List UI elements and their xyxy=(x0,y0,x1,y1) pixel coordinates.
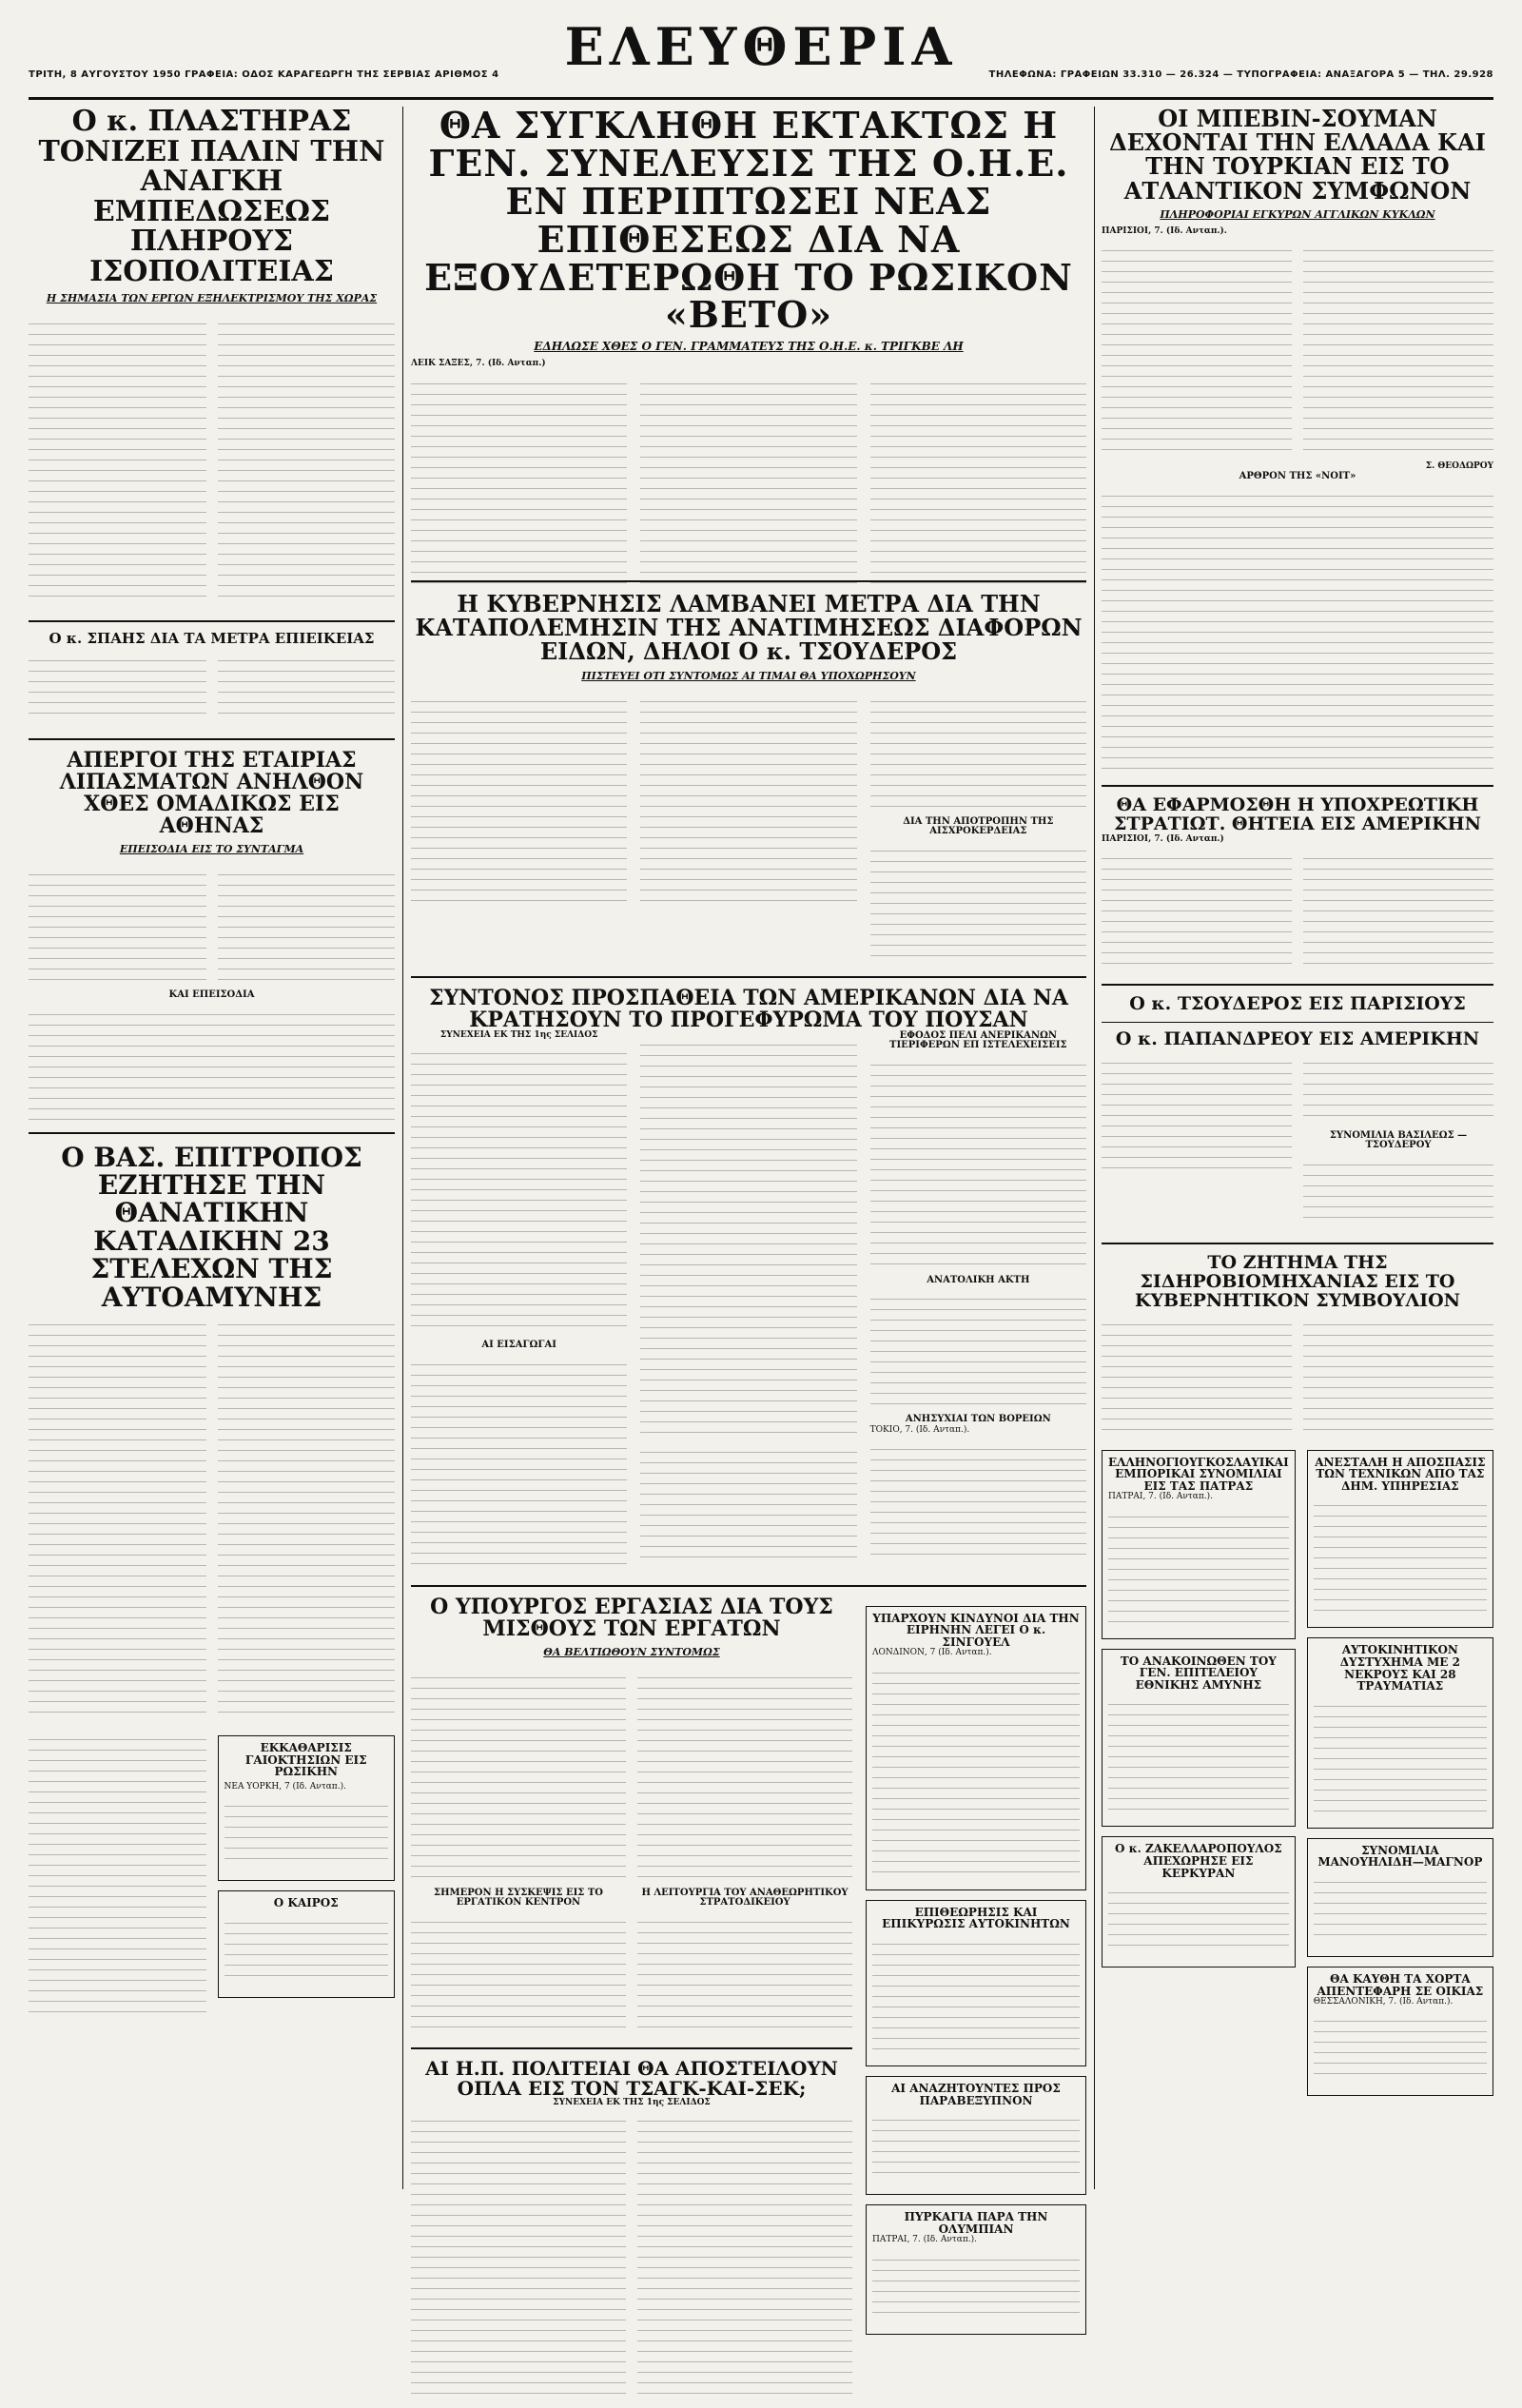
box-arrest: ΑΙ ΑΝΑΖΗΤΟΥΝΤΕΣ ΠΡΟΣ ΠΑΡΑΒΕΞΥΠΝΟΝ xyxy=(866,2076,1086,2195)
box-fire-olympia: ΠΥΡΚΑΓΙΑ ΠΑΡΑ ΤΗΝ ΟΛΥΜΠΙΑΝ ΠΑΤΡΑΙ, 7. (Ιδ. Ανταπ.). xyxy=(866,2204,1086,2334)
mini-assault: ΕΦΟΔΟΣ ΠΕΛΙ ΑΝΕΡΙΚΑΝΩΝ ΤΙΕΡΙΦΕΡΩΝ ΕΠ ΙΣΤΕΛΕΧΕΙΣΕΙΣ xyxy=(889,1029,1067,1051)
headline-chiang: ΑΙ Η.Π. ΠΟΛΙΤΕΙΑΙ ΘΑ ΑΠΟΣΤΕΙΛΟΥΝ ΟΠΛΑ ΕΙΣ ΤΟΝ ΤΣΑΓΚ-ΚΑΙ-ΣΕΚ; xyxy=(425,2056,838,2100)
masthead-phones: ΤΗΛΕΦΩΝΑ: ΓΡΑΦΕΙΩΝ 33.310 — 26.324 — ΤΥΠΟΓΡΑΦΕΙΑ: ΑΝΑΞΑΓΟΡΑ 5 — ΤΗΛ. 29.928 xyxy=(988,69,1493,80)
box-vehicle-inspection: ΕΠΙΘΕΩΡΗΣΙΣ ΚΑΙ ΕΠΙΚΥΡΩΣΙΣ ΑΥΤΟΚΙΝΗΤΩΝ xyxy=(866,1900,1086,2066)
newspaper-title: ΕΛΕΥΘΕΡΙΑ xyxy=(564,16,958,77)
mini-imports: ΑΙ ΕΙΣΑΓΩΓΑΙ xyxy=(481,1340,556,1351)
box-car-accident: ΑΥΤΟΚΙΝΗΤΙΚΟΝ ΔΥΣΤΥΧΗΜΑ ΜΕ 2 ΝΕΚΡΟΥΣ ΚΑΙ 28 ΤΡΑΥΜΑΤΙΑΣ xyxy=(1307,1637,1493,1828)
headline-conscription: ΘΑ ΕΦΑΡΜΟΣΘΗ Η ΥΠΟΧΡΕΩΤΙΚΗ ΣΤΡΑΤΙΩΤ. ΘΗΤΕΙΑ ΕΙΣ ΑΜΕΡΙΚΗΝ xyxy=(1114,793,1481,834)
headline-spais: Ο κ. ΣΠΑΗΣ ΔΙΑ ΤΑ ΜΕΤΡΑ ΕΠΙΕΙΚΕΙΑΣ xyxy=(49,630,375,647)
box-manouilidis: ΣΥΝΟΜΙΛΙΑ ΜΑΝΟΥΗΛΙΔΗ—ΜΑΓΝΟΡ xyxy=(1307,1838,1493,1957)
subhead-prices: ΠΙΣΤΕΥΕΙ ΟΤΙ ΣΥΝΤΟΜΩΣ ΑΙ ΤΙΜΑΙ ΘΑ ΥΠΟΧΩΡΗΣΟΥΝ xyxy=(581,669,916,682)
box-land-purge: ΕΚΚΑΘΑΡΙΣΙΣ ΓΑΙΟΚΤΗΣΙΩΝ ΕΙΣ ΡΩΣΙΚΗΝ ΝΕΑ ΥΟΡΚΗ, 7 (Ιδ. Ανταπ.). xyxy=(218,1735,396,1881)
masthead xyxy=(29,16,1493,100)
headline-steel-industry: ΤΟ ΖΗΤΗΜΑ ΤΗΣ ΣΙΔΗΡΟΒΙΟΜΗΧΑΝΙΑΣ ΕΙΣ ΤΟ ΚΥΒΕΡΝΗΤΙΚΟΝ ΣΥΜΒΟΥΛΙΟΝ xyxy=(1134,1251,1461,1311)
center-section: Η ΚΥΒΕΡΝΗΣΙΣ ΛΑΜΒΑΝΕΙ ΜΕΤΡΑ ΔΙΑ ΤΗΝ ΚΑΤΑΠΟΛΕΜΗΣΙΝ ΤΗΣ ΑΝΑΤΙΜΗΣΕΩΣ ΔΙΑΦΟΡΩΝ ΕΙΔΩΝ, ΔΗΛΟΙ Ο κ. ΤΣΟΥΔΕΡΟΣ ΠΙΣΤΕΥΕΙ ΟΤΙ ΣΥΝΤΟΜΩΣ ΑΙ ΤΙΜΑΙ ΘΑ ΥΠΟΧΩΡΗΣΟΥΝ ΔΙΑ ΤΗΝ ΑΠΟΤΡΟΠΗΝ ΤΗΣ ΑΙΣΧΡΟΚΕΡΔΕΙΑΣ ΣΥΝΤΟΝΟΣ ΠΡΟΣΠΑΘΕΙΑ ΤΩΝ ΑΜΕΡΙΚΑΝΩΝ ΔΙΑ ΝΑ ΚΡΑΤΗΣΟΥΝ ΤΟ ΠΡΟΓΕΦΥΡΩΜΑ ΤΟΥ ΠΟΥΣΑΝ ΣΥΝΕΧΕΙΑ ΕΚ ΤΗΣ 1ης ΣΕΛΙΔΟΣ ΑΙ ΕΙΣΑΓΩΓΑΙ ΕΦΟΔΟΣ ΠΕΛΙ ΑΝΕΡΙΚΑΝΩΝ ΤΙΕΡΙΦΕΡΩΝ ΕΠ ΙΣΤΕΛΕΧΕΙΣΕΙΣ ΑΝΑΤΟΛΙΚΗ ΑΚΤΗ ΑΝΗΣΥΧΙΑΙ ΤΩΝ ΒΟΡΕΙΩΝ ΤΟΚΙΟ, 7. (Ιδ. Ανταπ.). Ο ΥΠΟΥΡΓΟΣ ΕΡΓΑΣΙΑΣ ΔΙΑ ΤΟΥΣ ΜΙΣΘΟΥΣ ΤΩΝ ΕΡΓΑΤΩΝ ΘΑ ΒΕΛΤΙΩΘΟΥΝ ΣΥΝΤΟΜΩΣ ΣΗΜΕΡΟΝ Η ΣΥΣΚΕΨΙΣ ΕΙΣ ΤΟ ΕΡΓΑΤΙΚΟΝ ΚΕΝΤΡΟΝ Η ΛΕΙΤΟΥΡΓΙΑ ΤΟΥ ΑΝΑΘΕΩΡΗΤΙΚΟΥ ΣΤΡΑΤΟΔΙΚΕΙΟΥ ΑΙ Η.Π. ΠΟΛΙΤΕΙΑΙ ΘΑ ΑΠΟΣΤΕΙΛΟΥΝ ΟΠΛΑ ΕΙΣ ΤΟΝ ΤΣΑΓΚ-ΚΑΙ-ΣΕΚ; ΣΥΝΕΧΕΙΑ ΕΚ ΤΗΣ 1ης ΣΕΛΙΔΟΣ ΥΠΑΡΧΟΥΝ ΚΙΝΔΥΝΟΙ ΔΙΑ ΤΗΝ ΕΙΡΗΝΗΝ ΛΕΓΕΙ Ο κ. ΣΙΝΓΟΥΕΛ ΛΟΝΔΙΝΟΝ, 7 (Ιδ. Ανταπ.). ΕΠΙΘΕΩΡΗΣΙΣ ΚΑΙ ΕΠΙΚΥΡΩΣΙΣ ΑΥΤΟΚΙΝΗΤΩΝ ΑΙ ΑΝΑΖΗΤΟΥΝΤΕΣ ΠΡΟΣ ΠΑΡΑΒΕΞΥΠΝΟΝ ΠΥΡΚΑΓΙΑ ΠΑΡΑ ΤΗΝ ΟΛΥΜΠΙΑΝ ΠΑΤΡΑΙ, 7. (Ιδ. Ανταπ.). xyxy=(411,571,1086,2408)
signature: Σ. ΘΕΟΔΩΡΟΥ xyxy=(1425,461,1493,471)
subhead-trygve-lie: ΕΔΗΛΩΣΕ ΧΘΕΣ Ο ΓΕΝ. ΓΡΑΜΜΑΤΕΥΣ ΤΗΣ Ο.Η.Ε. κ. ΤΡΙΓΚΒΕ ΛΗ xyxy=(534,340,964,354)
box-technicians: ΑΝΕΣΤΑΛΗ Η ΑΠΟΣΠΑΣΙΣ ΤΩΝ ΤΕΧΝΙΚΩΝ ΑΠΟ ΤΑΣ ΔΗΜ. ΥΠΗΡΕΣΙΑΣ xyxy=(1307,1450,1493,1629)
mini-king-talk: ΣΥΝΟΜΙΛΙΑ ΒΑΣΙΛΕΩΣ — ΤΣΟΥΔΕΡΟΥ xyxy=(1329,1129,1468,1151)
right-column: ΟΙ ΜΠΕΒΙΝ-ΣΟΥΜΑΝ ΔΕΧΟΝΤΑΙ ΤΗΝ ΕΛΛΑΔΑ ΚΑΙ ΤΗΝ ΤΟΥΡΚΙΑΝ ΕΙΣ ΤΟ ΑΤΛΑΝΤΙΚΟΝ ΣΥΜΦΩΝΟΝ ΠΛΗΡΟΦΟΡΙΑΙ ΕΓΚΥΡΩΝ ΑΓΓΛΙΚΩΝ ΚΥΚΛΩΝ ΠΑΡΙΣΙΟΙ, 7. (Ιδ. Ανταπ.). Σ. ΘΕΟΔΩΡΟΥ ΑΡΘΡΟΝ ΤΗΣ «ΝΟΙΤ» ΘΑ ΕΦΑΡΜΟΣΘΗ Η ΥΠΟΧΡΕΩΤΙΚΗ ΣΤΡΑΤΙΩΤ. ΘΗΤΕΙΑ ΕΙΣ ΑΜΕΡΙΚΗΝ ΠΑΡΙΣΙΟΙ, 7. (Ιδ. Ανταπ.) Ο κ. ΤΣΟΥΔΕΡΟΣ ΕΙΣ ΠΑΡΙΣΙΟΥΣ Ο κ. ΠΑΠΑΝΔΡΕΟΥ ΕΙΣ ΑΜΕΡΙΚΗΝ ΣΥΝΟΜΙΛΙΑ ΒΑΣΙΛΕΩΣ — ΤΣΟΥΔΕΡΟΥ ΤΟ ΖΗΤΗΜΑ ΤΗΣ ΣΙΔΗΡΟΒΙΟΜΗΧΑΝΙΑΣ ΕΙΣ ΤΟ ΚΥΒΕΡΝΗΤΙΚΟΝ ΣΥΜΒΟΥΛΙΟΝ ΕΛΛΗΝΟΓΙΟΥΓΚΟΣΛΑΥΙΚΑΙ ΕΜΠΟΡΙΚΑΙ ΣΥΝΟΜΙΛΙΑΙ ΕΙΣ ΤΑΣ ΠΑΤΡΑΣ ΠΑΤΡΑΙ, 7. (Ιδ. Ανταπ.). ΤΟ ΑΝΑΚΟΙΝΩΘΕΝ ΤΟΥ ΓΕΝ. ΕΠΙΤΕΛΕΙΟΥ ΕΘΝΙΚΗΣ ΑΜΥΝΗΣ Ο κ. ΖΑΚΕΛΛΑΡΟΠΟΥΛΟΣ ΑΠΕΧΩΡΗΣΕ ΕΙΣ ΚΕΡΚΥΡΑΝ ΑΝΕΣΤΑΛΗ Η ΑΠΟΣΠΑΣΙΣ ΤΩΝ ΤΕΧΝΙΚΩΝ ΑΠΟ ΤΑΣ ΔΗΜ. ΥΠΗΡΕΣΙΑΣ ΑΥΤΟΚΙΝΗΤΙΚΟΝ ΔΥΣΤΥΧΗΜΑ ΜΕ 2 ΝΕΚΡΟΥΣ ΚΑΙ 28 ΤΡΑΥΜΑΤΙΑΣ ΣΥΝΟΜΙΛΙΑ ΜΑΝΟΥΗΛΙΔΗ—ΜΑΓΝΟΡ ΘΑ ΚΑΥΘΗ ΤΑ ΧΟΡΤΑ ΑΠΕΝΤΕΦΑΡΗ ΣΕ ΟΙΚΙΑΣ ΘΕΣΣΑΛΟΝΙΚΗ, 7. (Ιδ. Ανταπ.). xyxy=(1102,107,1493,2189)
mini-incidents: ΚΑΙ ΕΠΕΙΣΟΔΙΑ xyxy=(168,989,255,1001)
left-column xyxy=(29,107,395,2189)
mini-profiteering: ΔΙΑ ΤΗΝ ΑΠΟΤΡΟΠΗΝ ΤΗΣ ΑΙΣΧΡΟΚΕΡΔΕΙΑΣ xyxy=(903,815,1054,837)
subhead-labor: ΘΑ ΒΕΛΤΙΩΘΟΥΝ ΣΥΝΤΟΜΩΣ xyxy=(543,1645,720,1658)
mini-labor-center: ΣΗΜΕΡΟΝ Η ΣΥΣΚΕΨΙΣ ΕΙΣ ΤΟ ΕΡΓΑΤΙΚΟΝ ΚΕΝΤΡΟΝ xyxy=(434,1887,603,1909)
box-thessaloniki: ΘΑ ΚΑΥΘΗ ΤΑ ΧΟΡΤΑ ΑΠΕΝΤΕΦΑΡΗ ΣΕ ΟΙΚΙΑΣ ΘΕΣΣΑΛΟΝΙΚΗ, 7. (Ιδ. Ανταπ.). xyxy=(1307,1967,1493,2096)
subhead-electrification: Η ΣΗΜΑΣΙΑ ΤΩΝ ΕΡΓΩΝ ΕΞΗΛΕΚΤΡΙΣΜΟΥ ΤΗΣ ΧΩΡΑΣ xyxy=(46,292,378,304)
mini-east-coast: ΑΝΑΤΟΛΙΚΗ ΑΚΤΗ xyxy=(927,1274,1030,1285)
headline-labor-minister: Ο ΥΠΟΥΡΓΟΣ ΕΡΓΑΣΙΑΣ ΔΙΑ ΤΟΥΣ ΜΙΣΘΟΥΣ ΤΩΝ ΕΡΓΑΤΩΝ xyxy=(430,1594,833,1641)
headline-tsouderos-paris: Ο κ. ΤΣΟΥΔΕΡΟΣ ΕΙΣ ΠΑΡΙΣΙΟΥΣ xyxy=(1129,992,1466,1014)
headline-papandreou-america: Ο κ. ΠΑΠΑΝΔΡΕΟΥ ΕΙΣ ΑΜΕΡΙΚΗΝ xyxy=(1115,1028,1480,1049)
headline-un-assembly: ΘΑ ΣΥΓΚΛΗΘΗ ΕΚΤΑΚΤΩΣ Η ΓΕΝ. ΣΥΝΕΛΕΥΣΙΣ ΤΗΣ Ο.Η.Ε. ΕΝ ΠΕΡΙΠΤΩΣΕΙ ΝΕΑΣ ΕΠΙΘΕΣΕΩΣ ΔΙΑ ΝΑ ΕΞΟΥΔΕΤΕΡΩΘΗ ΤΟ ΡΩΣΙΚΟΝ «ΒΕΤΟ» xyxy=(424,104,1073,337)
box-trade-talks: ΕΛΛΗΝΟΓΙΟΥΓΚΟΣΛΑΥΙΚΑΙ ΕΜΠΟΡΙΚΑΙ ΣΥΝΟΜΙΛΙΑΙ ΕΙΣ ΤΑΣ ΠΑΤΡΑΣ ΠΑΤΡΑΙ, 7. (Ιδ. Ανταπ.). xyxy=(1102,1450,1296,1639)
subhead-british-circles: ΠΛΗΡΟΦΟΡΙΑΙ ΕΓΚΥΡΩΝ ΑΓΓΛΙΚΩΝ ΚΥΚΛΩΝ xyxy=(1160,207,1435,221)
headline-death-sentence: Ο ΒΑΣ. ΕΠΙΤΡΟΠΟΣ ΕΖΗΤΗΣΕ ΤΗΝ ΘΑΝΑΤΙΚΗΝ ΚΑΤΑΔΙΚΗΝ 23 ΣΤΕΛΕΧΩΝ ΤΗΣ ΑΥΤΟΑΜΥΝΗΣ xyxy=(61,1141,362,1313)
masthead-date-address: ΤΡΙΤΗ, 8 ΑΥΓΟΥΣΤΟΥ 1950 ΓΡΑΦΕΙΑ: ΟΔΟΣ ΚΑΡΑΓΕΩΡΓΗ ΤΗΣ ΣΕΡΒΙΑΣ ΑΡΙΘΜΟΣ 4 xyxy=(29,69,499,80)
headline-strikers: ΑΠΕΡΓΟΙ ΤΗΣ ΕΤΑΙΡΙΑΣ ΛΙΠΑΣΜΑΤΩΝ ΑΝΗΛΘΟΝ ΧΘΕΣ ΟΜΑΔΙΚΩΣ ΕΙΣ ΑΘΗΝΑΣ xyxy=(59,747,364,839)
kicker-noit: ΑΡΘΡΟΝ ΤΗΣ «ΝΟΙΤ» xyxy=(1239,471,1356,482)
subhead-syntagma: ΕΠΕΙΣΟΔΙΑ ΕΙΣ ΤΟ ΣΥΝΤΑΓΜΑ xyxy=(119,843,304,856)
box-weather: Ο ΚΑΙΡΟΣ xyxy=(218,1890,396,1998)
headline-pusan: ΣΥΝΤΟΝΟΣ ΠΡΟΣΠΑΘΕΙΑ ΤΩΝ ΑΜΕΡΙΚΑΝΩΝ ΔΙΑ ΝΑ ΚΡΑΤΗΣΟΥΝ ΤΟ ΠΡΟΓΕΦΥΡΩΜΑ ΤΟΥ ΠΟΥΣΑΝ xyxy=(429,985,1068,1032)
headline-plastiras: Ο κ. ΠΛΑΣΤΗΡΑΣ ΤΟΝΙΖΕΙ ΠΑΛΙΝ ΤΗΝ ΑΝΑΓΚΗ ΕΜΠΕΔΩΣΕΩΣ ΠΛΗΡΟΥΣ ΙΣΟΠΟΛΙΤΕΙΑΣ xyxy=(38,107,385,288)
dateline-lake-success: ΛΕΙΚ ΣΑΞΕΣ, 7. (Ιδ. Ανταπ.) xyxy=(411,359,546,369)
cont-chiang: ΣΥΝΕΧΕΙΑ ΕΚ ΤΗΣ 1ης ΣΕΛΙΔΟΣ xyxy=(553,2097,711,2107)
cont-pusan: ΣΥΝΕΧΕΙΑ ΕΚ ΤΗΣ 1ης ΣΕΛΙΔΟΣ xyxy=(439,1029,598,1040)
mini-court-martial: Η ΛΕΙΤΟΥΡΓΙΑ ΤΟΥ ΑΝΑΘΕΩΡΗΤΙΚΟΥ ΣΤΡΑΤΟΔΙΚΕΙΟΥ xyxy=(641,1887,849,1909)
headline-bevin-schuman: ΟΙ ΜΠΕΒΙΝ-ΣΟΥΜΑΝ ΔΕΧΟΝΤΑΙ ΤΗΝ ΕΛΛΑΔΑ ΚΑΙ ΤΗΝ ΤΟΥΡΚΙΑΝ ΕΙΣ ΤΟ ΑΤΛΑΝΤΙΚΟΝ ΣΥΜΦΩΝΟΝ xyxy=(1109,107,1486,205)
banner-story xyxy=(411,104,1086,595)
box-zakellaropoulos: Ο κ. ΖΑΚΕΛΛΑΡΟΠΟΥΛΟΣ ΑΠΕΧΩΡΗΣΕ ΕΙΣ ΚΕΡΚΥΡΑΝ xyxy=(1102,1836,1296,1968)
box-defense-communique: ΤΟ ΑΝΑΚΟΙΝΩΘΕΝ ΤΟΥ ΓΕΝ. ΕΠΙΤΕΛΕΙΟΥ ΕΘΝΙΚΗΣ ΑΜΥΝΗΣ xyxy=(1102,1649,1296,1828)
box-peace-dangers: ΥΠΑΡΧΟΥΝ ΚΙΝΔΥΝΟΙ ΔΙΑ ΤΗΝ ΕΙΡΗΝΗΝ ΛΕΓΕΙ Ο κ. ΣΙΝΓΟΥΕΛ ΛΟΝΔΙΝΟΝ, 7 (Ιδ. Ανταπ.). xyxy=(866,1606,1086,1890)
mini-north-worries: ΑΝΗΣΥΧΙΑΙ ΤΩΝ ΒΟΡΕΙΩΝ xyxy=(905,1414,1051,1425)
dateline-paris-1: ΠΑΡΙΣΙΟΙ, 7. (Ιδ. Ανταπ.). xyxy=(1102,225,1227,236)
headline-prices: Η ΚΥΒΕΡΝΗΣΙΣ ΛΑΜΒΑΝΕΙ ΜΕΤΡΑ ΔΙΑ ΤΗΝ ΚΑΤΑΠΟΛΕΜΗΣΙΝ ΤΗΣ ΑΝΑΤΙΜΗΣΕΩΣ ΔΙΑΦΟΡΩΝ ΕΙΔΩΝ, ΔΗΛΟΙ Ο κ. ΤΣΟΥΔΕΡΟΣ xyxy=(415,590,1083,666)
